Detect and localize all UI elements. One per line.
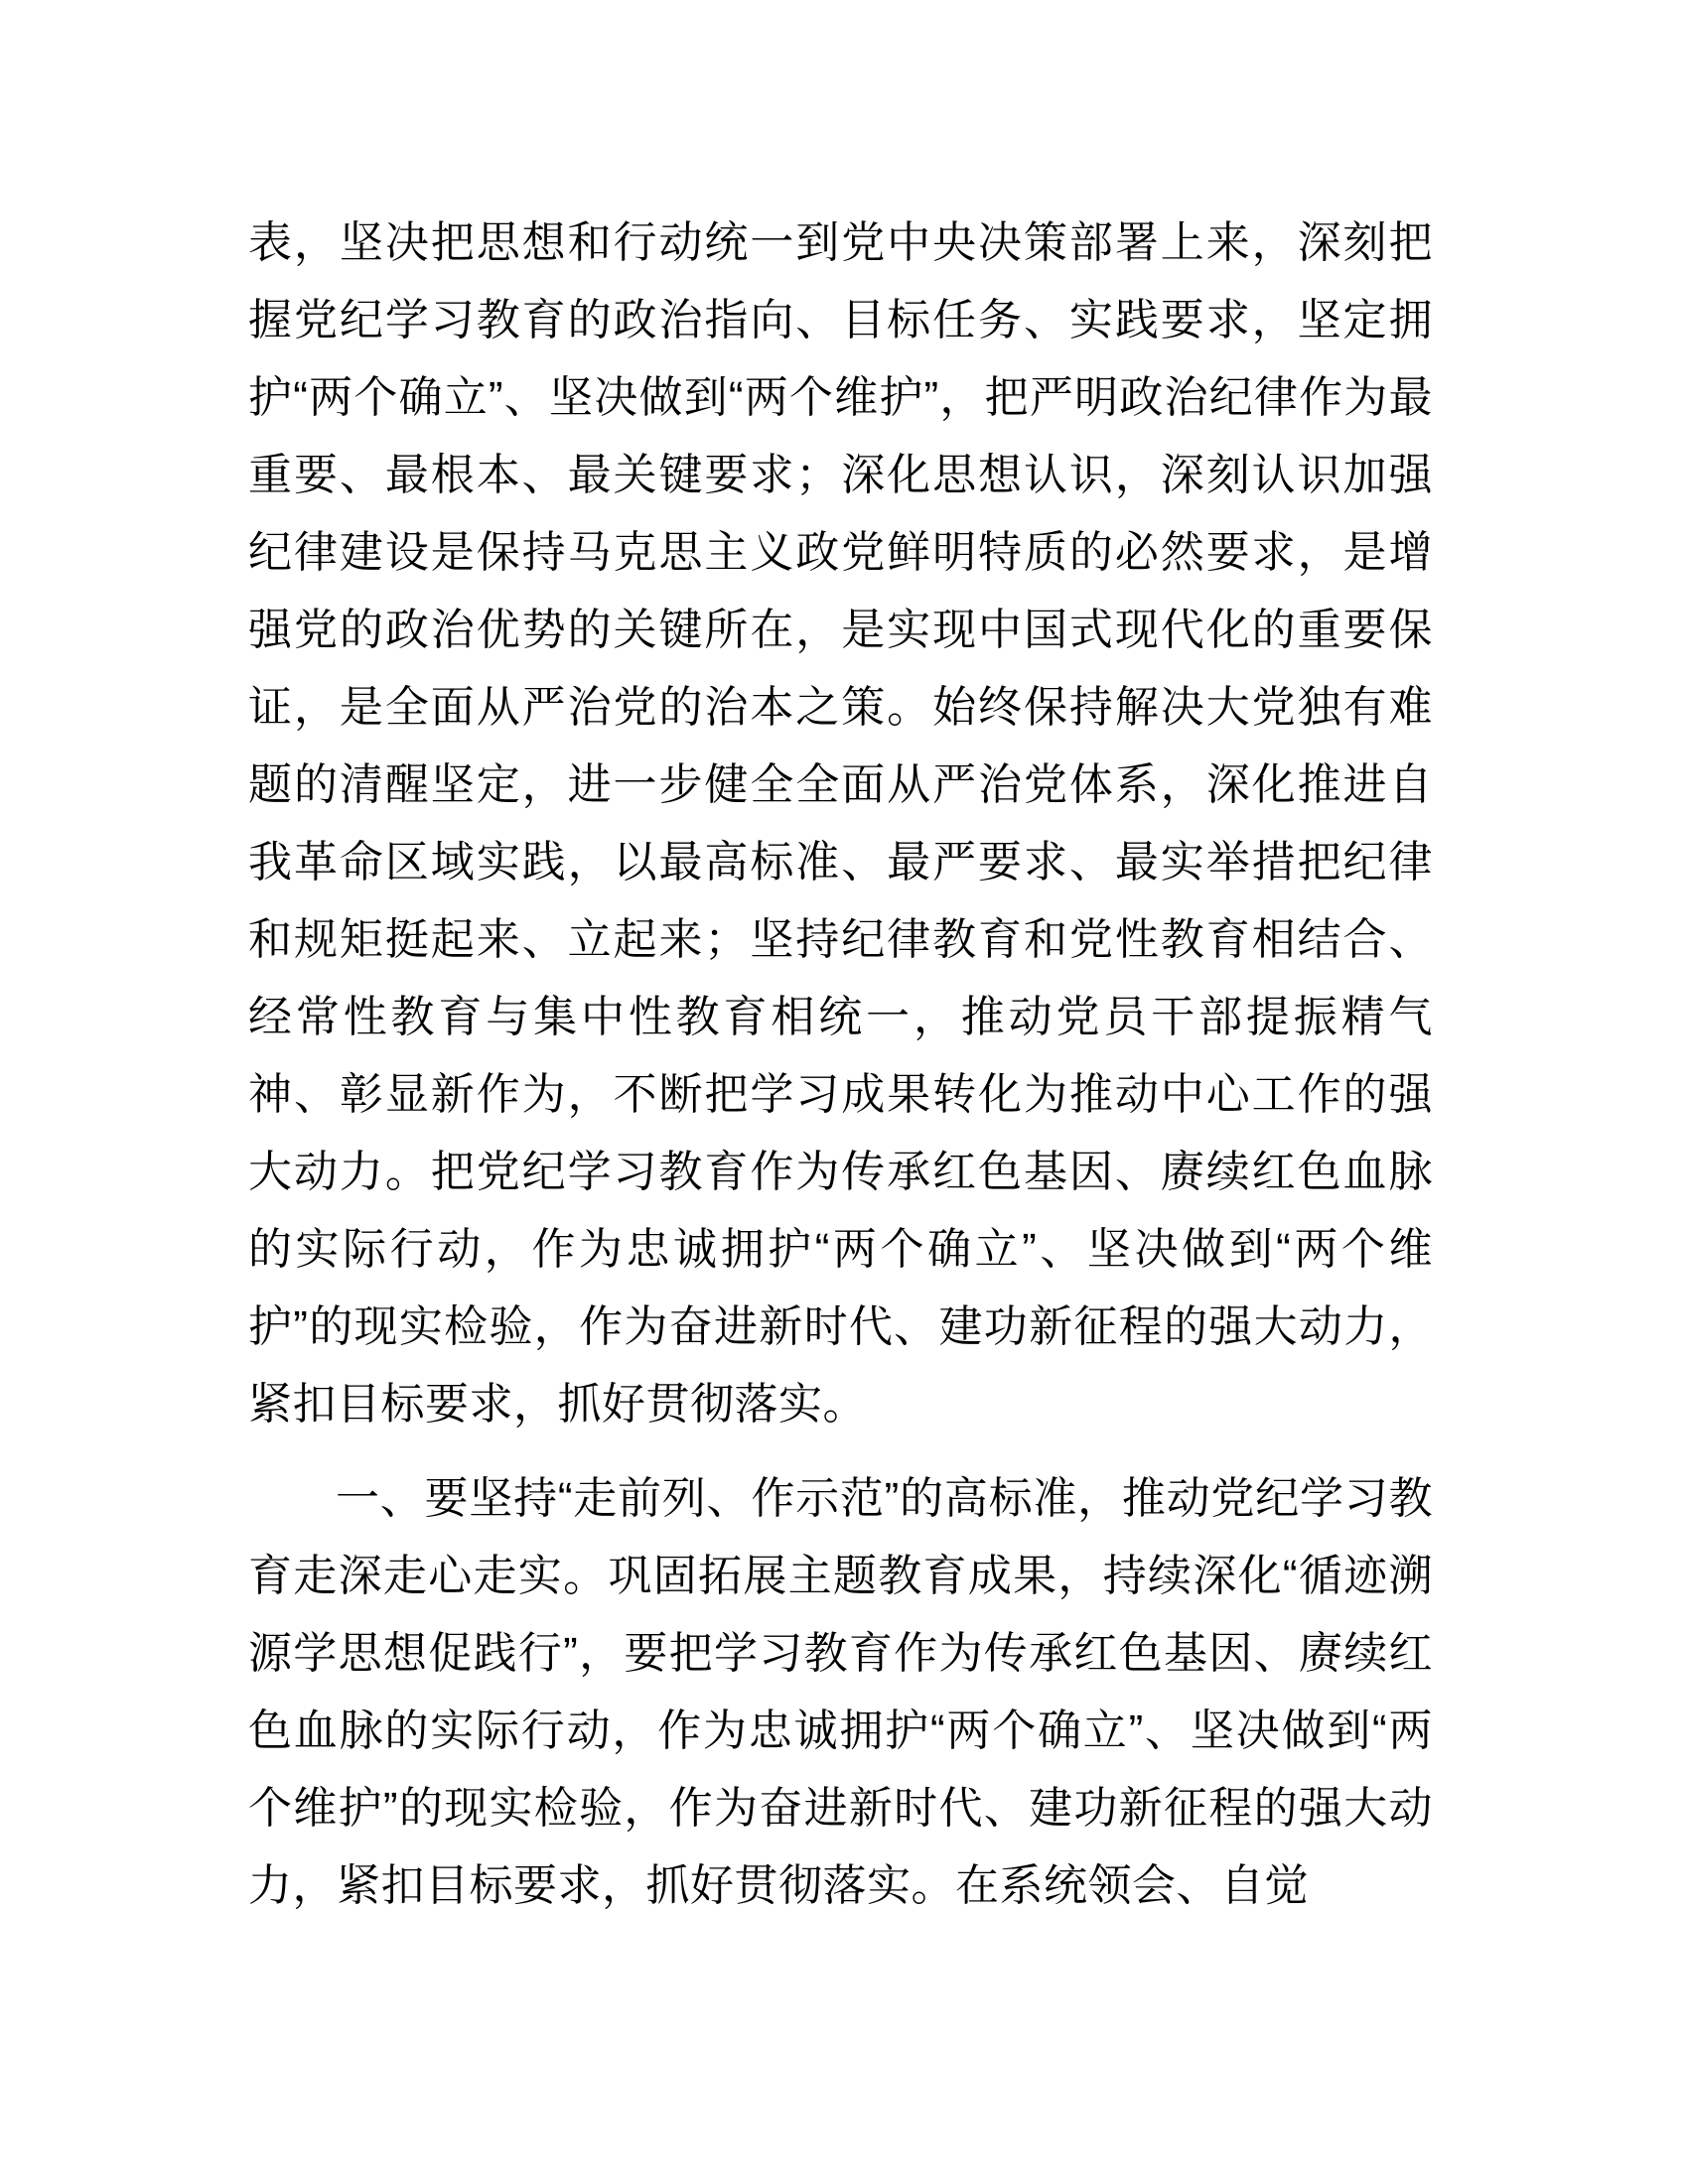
document-body	[248, 205, 1433, 1925]
paragraph-continuation: 表，坚决把思想和行动统一到党中央决策部署上来，深刻把握党纪学习教育的政治指向、目标任务、实践要求，坚定拥护“两个确立”、坚决做到“两个维护”，把严明政治纪律作为最重要、最根本、最关键要求；深化思想认识，深刻认识加强纪律建设是保持马克思主义政党鲜明特质的必然要求，是增强党的政治优势的关键所在，是实现中国式现代化的重要保证，是全面从严治党的治本之策。始终保持解决大党独有难题的清醒坚定，进一步健全全面从严治党体系，深化推进自我革命区域实践，以最高标准、最严要求、最实举措把纪律和规矩挺起来、立起来；坚持纪律教育和党性教育相结合、经常性教育与集中性教育相统一，推动党员干部提振精气神、彰显新作为，不断把学习成果转化为推动中心工作的强大动力。把党纪学习教育作为传承红色基因、赓续红色血脉的实际行动，作为忠诚拥护“两个确立”、坚决做到“两个维护”的现实检验，作为奋进新时代、建功新征程的强大动力，紧扣目标要求，抓好贯彻落实。	[248, 218, 1433, 1429]
paragraph-section-one: 一、要坚持“走前列、作示范”的高标准，推动党纪学习教育走深走心走实。巩固拓展主题教育成果，持续深化“循迹溯源学思想促践行”，要把学习教育作为传承红色基因、赓续红色血脉的实际行动，作为忠诚拥护“两个确立”、坚决做到“两个维护”的现实检验，作为奋进新时代、建功新征程的强大动力，紧扣目标要求，抓好贯彻落实。在系统领会、自觉	[248, 1474, 1433, 1910]
